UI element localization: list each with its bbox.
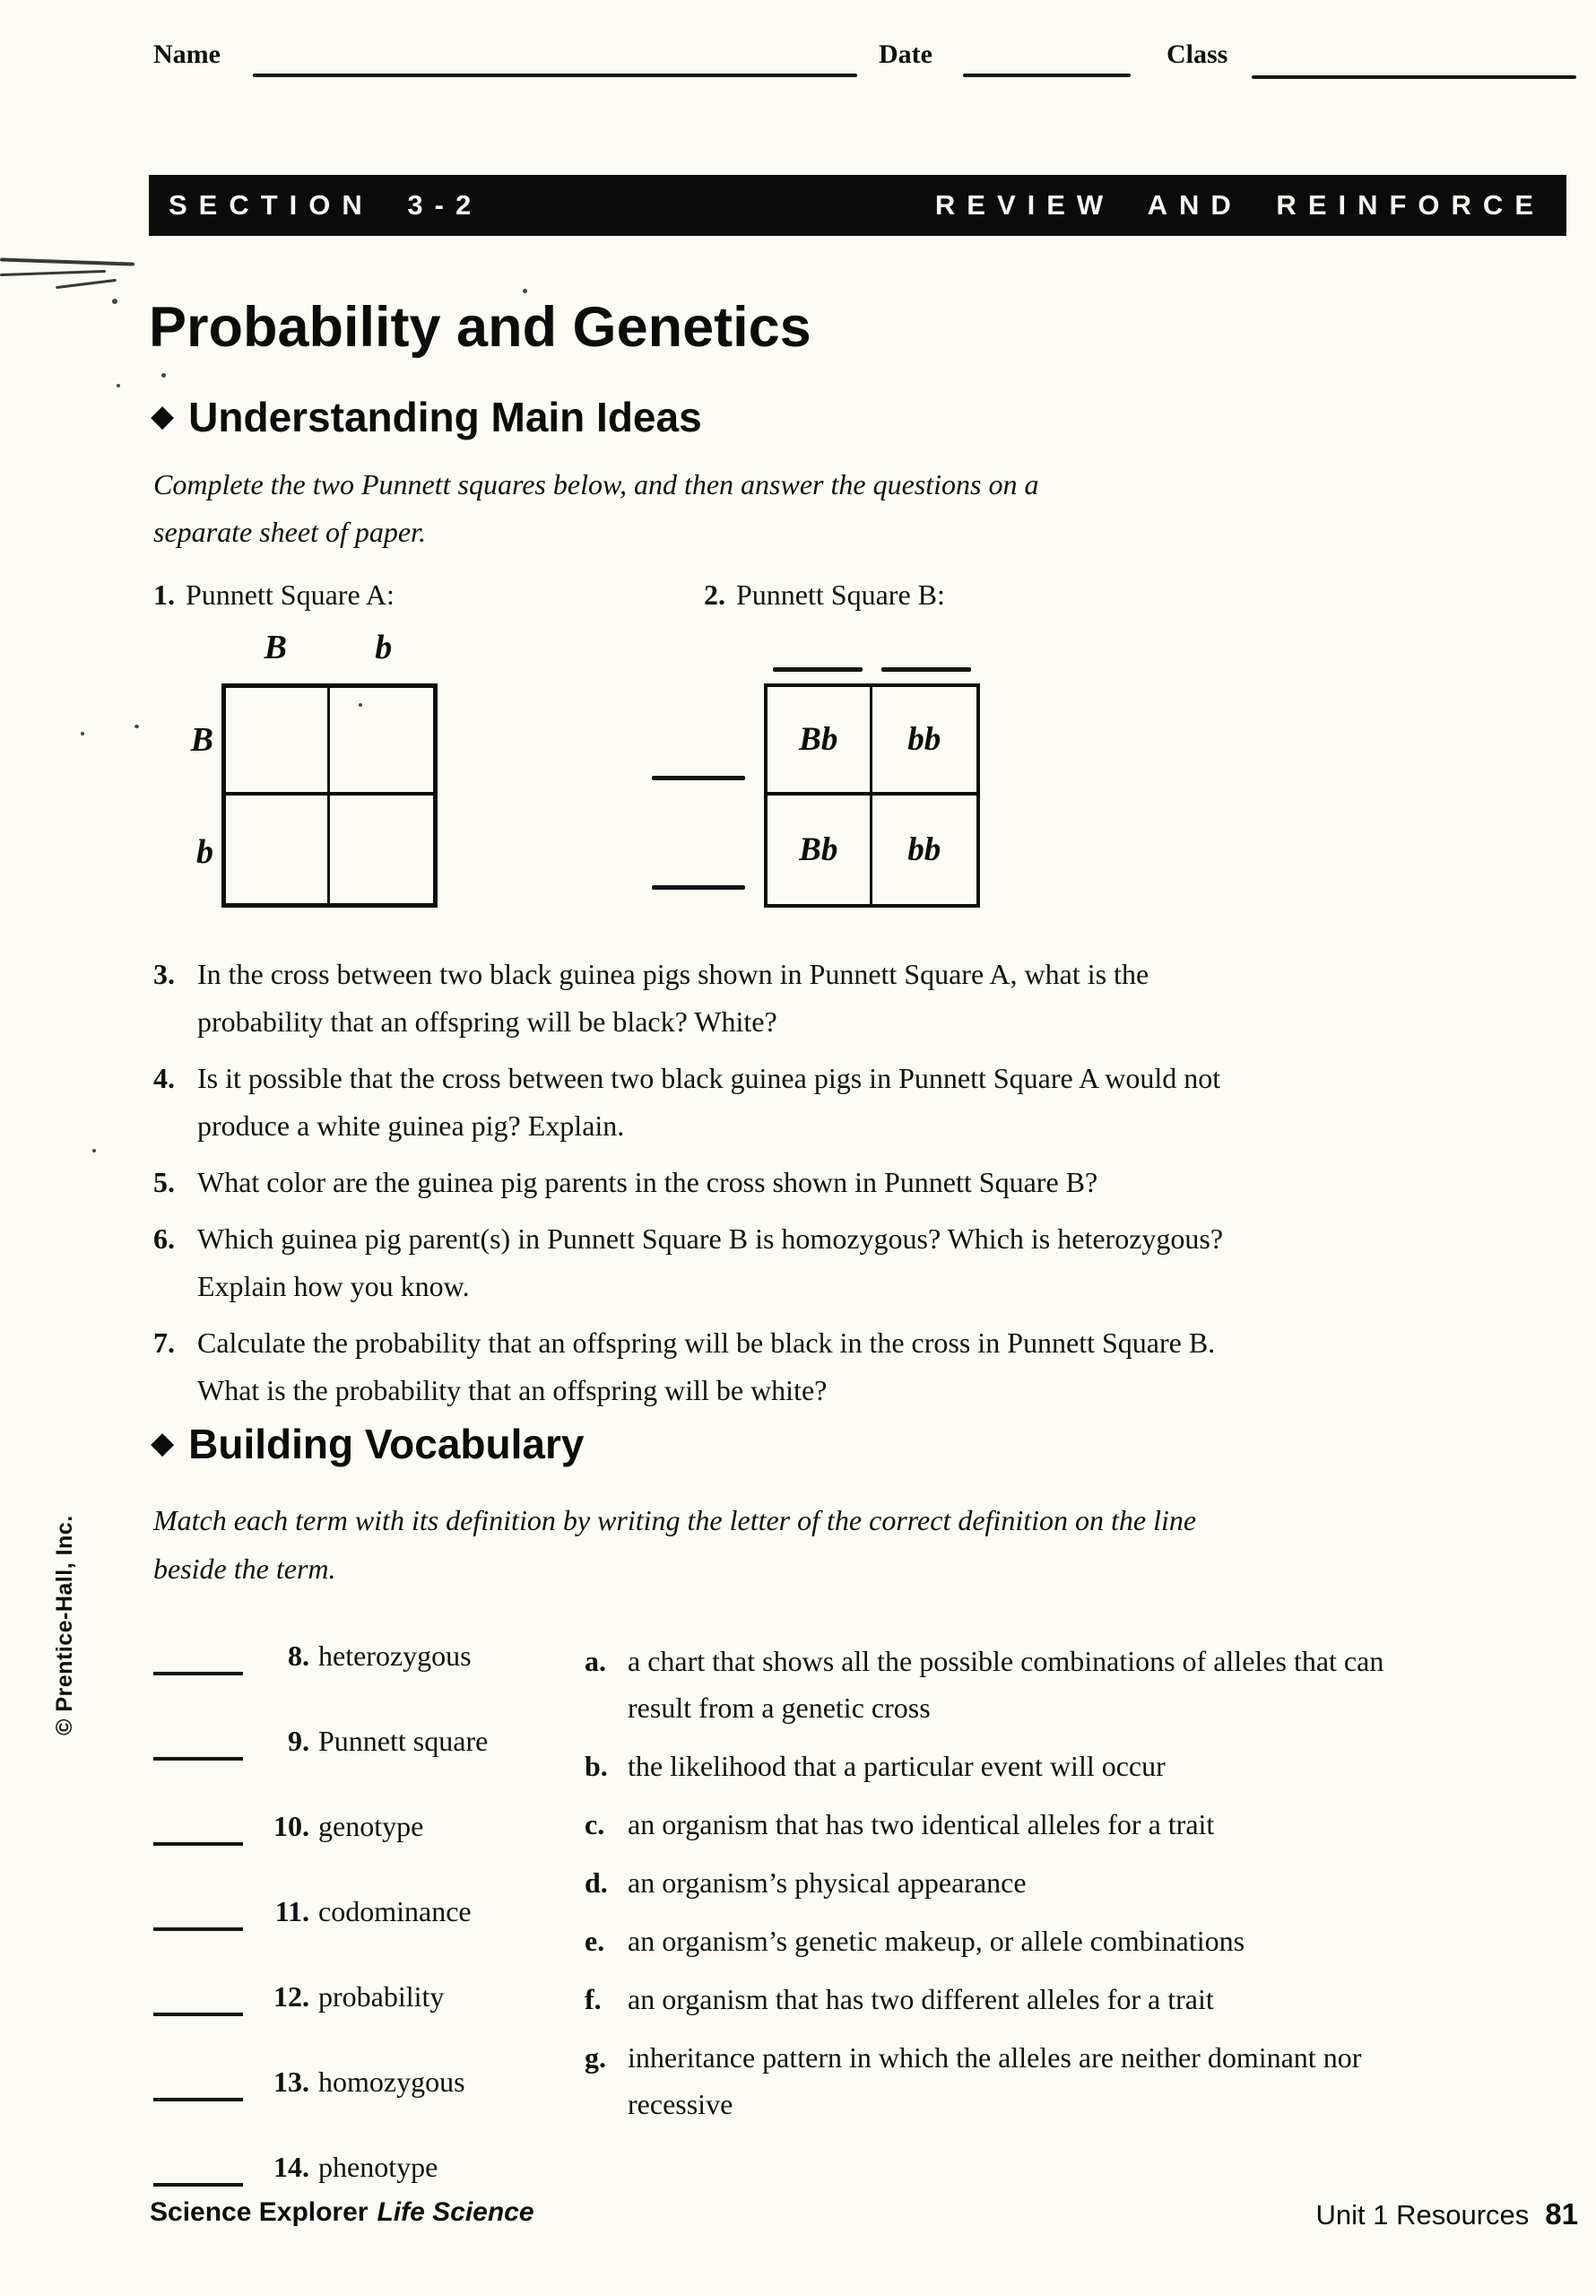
definition-b-text: the likelihood that a particular event will occur: [628, 1750, 1166, 1782]
class-input-line[interactable]: [1252, 75, 1576, 79]
scan-artifact-mark: [0, 257, 134, 265]
diamond-bullet-icon: ◆: [151, 400, 175, 433]
scan-artifact-mark: [56, 279, 117, 289]
term-8-text: heterozygous: [318, 1639, 472, 1672]
question-3-text: In the cross between two black guinea pigs shown in Punnett Square A, what is the probability that an offspring will be black? White?: [197, 958, 1149, 1038]
scan-speck: [134, 725, 139, 728]
definition-g: [585, 2034, 1439, 2127]
term-9-number: 9.: [288, 1725, 309, 1757]
definition-f-letter: f.: [585, 1983, 602, 2015]
punnett-a-col-label-1: B: [264, 629, 287, 666]
term-13-number: 13.: [273, 2066, 309, 2098]
definition-d: [585, 1859, 1439, 1906]
definition-e-letter: e.: [585, 1925, 605, 1957]
main-ideas-instructions: Complete the two Punnett squares below, and then answer the questions on a separate sheet of paper.: [153, 468, 1039, 548]
question-7-text: Calculate the probability that an offspring will be black in the cross in Punnett Square B. What is the probability that an offspring will be white?: [197, 1326, 1216, 1406]
definition-a-letter: a.: [585, 1645, 606, 1677]
definition-e-text: an organism’s genetic makeup, or allele combinations: [628, 1925, 1245, 1957]
punnett-a-number: 1.: [153, 578, 175, 611]
punnett-b-column-blanks: [764, 667, 980, 672]
definition-e: [585, 1918, 1439, 1964]
punnett-a-col-label-2: b: [375, 629, 393, 666]
punnett-b-row-blank-2[interactable]: [652, 885, 745, 890]
term-probability: [153, 1975, 488, 2016]
term-10-text: genotype: [318, 1810, 424, 1842]
term-genotype: [153, 1805, 488, 1846]
punnett-a-row-labels: [176, 683, 213, 908]
term-codominance: [153, 1890, 488, 1931]
term-homozygous: [153, 2060, 488, 2101]
scan-speck: [117, 384, 120, 387]
question-6-text: Which guinea pig parent(s) in Punnett Square B is homozygous? Which is heterozygous? Explain how you know.: [197, 1222, 1224, 1302]
term-8-answer-blank[interactable]: [153, 1643, 243, 1675]
question-3-number: 3.: [153, 958, 175, 990]
term-heterozygous: [153, 1634, 488, 1675]
definition-c-letter: c.: [585, 1808, 605, 1840]
question-5: [153, 1159, 1228, 1206]
definitions-list: [585, 1638, 1439, 2139]
diamond-bullet-icon: ◆: [151, 1427, 175, 1460]
punnett-b-cell-1: Bb: [768, 687, 872, 796]
definition-a-text: a chart that shows all the possible combinations of alleles that can result from a genetic cross: [628, 1645, 1384, 1724]
punnett-b-cell-4: bb: [907, 831, 941, 868]
scan-speck: [359, 703, 362, 707]
name-label: Name: [153, 39, 221, 69]
term-9-text: Punnett square: [318, 1725, 489, 1757]
questions-list: [153, 951, 1228, 1423]
question-6-number: 6.: [153, 1222, 175, 1255]
punnett-a-row-label-2: b: [196, 832, 213, 871]
vocabulary-heading-text: Building Vocabulary: [188, 1421, 585, 1467]
term-9-answer-blank[interactable]: [153, 1728, 243, 1761]
footer-series-subtitle: Life Science: [377, 2197, 534, 2227]
punnett-square-b: [764, 683, 980, 908]
punnett-a-cell-2[interactable]: [330, 688, 434, 796]
class-label: Class: [1167, 39, 1228, 69]
punnett-b-col-blank-2[interactable]: [881, 667, 971, 672]
term-10-number: 10.: [273, 1810, 309, 1842]
definition-f-text: an organism that has two different alleles for a trait: [628, 1983, 1214, 2015]
scan-speck: [81, 732, 84, 735]
term-12-text: probability: [318, 1980, 445, 2013]
punnett-a-cell-1[interactable]: [226, 688, 330, 796]
term-8-number: 8.: [288, 1639, 309, 1672]
punnett-a-label: Punnett Square A:: [186, 578, 395, 611]
term-11-text: codominance: [318, 1895, 472, 1927]
question-7: [153, 1319, 1228, 1414]
terms-list: [153, 1634, 488, 2231]
question-5-number: 5.: [153, 1166, 175, 1198]
definition-f: [585, 1976, 1439, 2022]
question-5-text: What color are the guinea pig parents in the cross shown in Punnett Square B?: [197, 1166, 1098, 1198]
main-ideas-heading-text: Understanding Main Ideas: [188, 394, 702, 440]
punnett-a-cell-4[interactable]: [330, 796, 434, 903]
definition-a: [585, 1638, 1439, 1731]
footer-page-number: 81: [1545, 2197, 1578, 2231]
question-7-number: 7.: [153, 1326, 175, 1359]
punnett-b-label: Punnett Square B:: [736, 578, 945, 611]
definition-b-letter: b.: [585, 1750, 608, 1782]
definition-d-letter: d.: [585, 1866, 608, 1899]
term-13-answer-blank[interactable]: [153, 2069, 243, 2101]
section-number: SECTION 3-2: [169, 189, 483, 221]
definition-c: [585, 1801, 1439, 1848]
punnett-a-column-labels: [221, 628, 438, 667]
term-12-number: 12.: [273, 1980, 309, 2013]
date-input-line[interactable]: [963, 74, 1131, 77]
term-11-answer-blank[interactable]: [153, 1899, 243, 1931]
publisher-copyright: © Prentice-Hall, Inc.: [52, 1515, 77, 1735]
definition-g-text: inheritance pattern in which the alleles are neither dominant nor recessive: [628, 2041, 1362, 2120]
question-3: [153, 951, 1228, 1046]
punnett-a-row-label-1: B: [190, 720, 213, 759]
term-punnett-square: [153, 1719, 488, 1761]
question-4-text: Is it possible that the cross between two black guinea pigs in Punnett Square A would not produce a white guinea pig? Explain.: [197, 1062, 1221, 1142]
question-6: [153, 1215, 1228, 1310]
punnett-b-col-blank-1[interactable]: [773, 667, 863, 672]
section-bar: [149, 175, 1566, 236]
date-label: Date: [879, 39, 932, 69]
punnett-b-row-blank-1[interactable]: [652, 776, 745, 780]
definition-b: [585, 1743, 1439, 1789]
vocabulary-heading: [151, 1422, 584, 1466]
term-14-number: 14.: [273, 2151, 309, 2183]
punnett-b-caption: [704, 578, 945, 612]
scan-speck: [523, 289, 527, 293]
footer-resources: [1316, 2197, 1579, 2231]
punnett-b-cell-2: bb: [872, 687, 977, 796]
punnett-b-cell-3: Bb: [768, 796, 872, 904]
term-12-answer-blank[interactable]: [153, 1984, 243, 2016]
vocabulary-instructions: Match each term with its definition by writing the letter of the correct definition on the line beside the term.: [153, 1504, 1197, 1585]
term-13-text: homozygous: [318, 2066, 465, 2098]
name-input-line[interactable]: [253, 74, 857, 77]
term-11-number: 11.: [274, 1895, 309, 1927]
punnett-a-caption: [153, 578, 395, 612]
section-bar-type: REVIEW AND REINFORCE: [934, 189, 1545, 221]
punnett-a-cell-3[interactable]: [226, 796, 330, 903]
punnett-b-number: 2.: [704, 578, 725, 611]
scan-speck: [92, 1149, 96, 1152]
scan-artifact-mark: [0, 270, 106, 276]
footer-series-name: Science Explorer: [150, 2197, 369, 2227]
question-4: [153, 1055, 1228, 1150]
page-title: Probability and Genetics: [149, 296, 811, 359]
definition-g-letter: g.: [585, 2041, 606, 2074]
main-ideas-heading: [151, 395, 702, 439]
scan-speck: [112, 299, 117, 304]
term-14-answer-blank[interactable]: [153, 2154, 243, 2187]
term-phenotype: [153, 2145, 488, 2187]
term-10-answer-blank[interactable]: [153, 1813, 243, 1846]
footer-series: [150, 2197, 534, 2228]
definition-c-text: an organism that has two identical alleles for a trait: [628, 1808, 1215, 1840]
scan-speck: [161, 373, 166, 378]
term-14-text: phenotype: [318, 2151, 438, 2183]
definition-d-text: an organism’s physical appearance: [628, 1866, 1027, 1899]
footer-resources-text: Unit 1 Resources: [1315, 2199, 1530, 2231]
punnett-square-a: [221, 683, 438, 908]
question-4-number: 4.: [153, 1062, 175, 1094]
